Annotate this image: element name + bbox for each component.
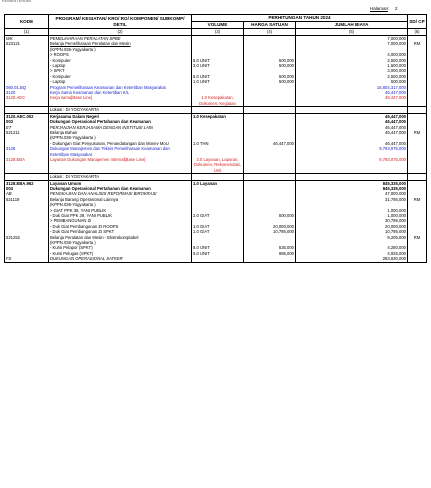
row-harga: 20,000,000 [244, 224, 296, 229]
row-desc: Dukungan Operasional Pertahanan dan Keamanan [49, 186, 192, 191]
table-row [5, 146, 427, 157]
row-desc: DUKUNGAN OPERASIONAL SATKER [49, 256, 192, 262]
row-jumlah: 46,447,000 [296, 130, 408, 135]
row-desc: (KPPN.036-Yogyakarta ) [49, 240, 192, 245]
row-desc: Program Pemeliharaan Keamanan dan Ketertiban Masyarakat [49, 85, 192, 90]
row-desc: Dukungan Operasional Pertahanan dan Keamanan [49, 119, 192, 124]
row-harga [244, 95, 296, 106]
row-jumlah: 845,335,000 [296, 180, 408, 186]
row-jumlah: 30,795,000 [296, 218, 408, 223]
row-harga: 500,000 [244, 58, 296, 63]
row-jumlah: 500,000 [296, 79, 408, 84]
row-desc: Layanan Dukungan Manajemen Internal[Base Line] [49, 157, 192, 174]
row-jumlah: 10,795,000 [296, 229, 408, 234]
row-kode: ET [5, 125, 49, 130]
row-desc: (KPPN.036-Yogyakarta ) [49, 135, 192, 140]
row-harga: 500,000 [244, 79, 296, 84]
row-kode: 521252 [5, 235, 49, 240]
row-jumlah: 1,000,000 [296, 208, 408, 213]
row-jumlah: 9,793,075,000 [296, 146, 408, 157]
row-kode: 521119 [5, 197, 49, 202]
row-volume: 8.0 UNIT [192, 245, 244, 250]
row-volume: 2.0 Layanan, Laporan, Dokumen, Rekomendasi, Unit [192, 157, 244, 174]
row-sdcp [408, 256, 427, 262]
row-kode: 003 [5, 119, 49, 124]
row-desc: > ROOPS [49, 52, 192, 57]
row-desc: - Kursi Pelugas (SPKT) [49, 251, 192, 256]
row-sdcp [408, 157, 427, 174]
row-kode: 3120.AEC [5, 95, 49, 106]
col-harga: HARGA SATUAN [244, 22, 296, 29]
row-desc: - Duk Giat Pembangunan ZI SPKT [49, 229, 192, 234]
row-desc: PERJANJIAN KERJASAMA DENGAN INSTITUSI LAIN [49, 125, 192, 130]
row-volume: 5.0 UNIT [192, 251, 244, 256]
row-kode: WK [5, 36, 49, 42]
row-desc: Kerja Sama Keamanan dan Ketertiban K/L [49, 90, 192, 95]
row-desc: > SPKT [49, 68, 192, 73]
row-kode: 3120.AEC.002 [5, 113, 49, 119]
row-jumlah: 9,205,000 [296, 235, 408, 240]
col-sdcp: SD/ CP [408, 15, 427, 29]
row-kode: 3128.EBA.962 [5, 180, 49, 186]
page-number-label: Halaman [370, 6, 389, 11]
row-desc: Belanja Barang Operasional Lainnya [49, 197, 192, 202]
col-perhitungan: PERHITUNGAN TAHUN 2024 [192, 15, 408, 22]
row-volume: 1.0 Layanan [192, 180, 244, 186]
row-desc: Layanan Umum [49, 180, 192, 186]
row-kode: 523121 [5, 41, 49, 46]
row-jumlah: 46,447,000 [296, 125, 408, 130]
col-volume: VOLUME [192, 22, 244, 29]
table-body [5, 36, 427, 263]
row-harga [244, 256, 296, 262]
row-jumlah: 20,000,000 [296, 224, 408, 229]
top-left-text: KEMENTERIAN [2, 0, 31, 3]
row-jumlah: 1,500,000 [296, 63, 408, 68]
row-desc: Belanja Bahan [49, 130, 192, 135]
row-volume [192, 146, 244, 157]
row-sdcp [408, 95, 427, 106]
row-harga: 500,000 [244, 74, 296, 79]
row-desc: Belanja Peralatan dan Mesin - Ekstrakomptabel [49, 235, 192, 240]
row-jumlah: 2,500,000 [296, 74, 408, 79]
row-kode: 521211 [5, 130, 49, 135]
row-volume: 1.0 Kesepakatan [192, 113, 244, 119]
row-desc: - Duk Giat Pembangunan ZI ROOPS [49, 224, 192, 229]
row-sdcp: RM [408, 130, 427, 135]
row-jumlah: 46,447,000 [296, 90, 408, 95]
row-desc: > GIAT PPK 39, YANI PUBLIK [49, 208, 192, 213]
row-volume: 3.0 UNIT [192, 63, 244, 68]
row-desc: Lokasi : DI YOGYAKARTA [49, 107, 192, 113]
table-row [5, 95, 427, 106]
row-desc: Belanja Pemeliharaan Peralatan dan Mesin [49, 41, 192, 46]
row-volume: 1.0 UNIT [192, 79, 244, 84]
row-jumlah: 7,000,000 [296, 36, 408, 42]
row-harga: 535,000 [244, 245, 296, 250]
row-harga [244, 146, 296, 157]
row-jumlah: 9,793,075,000 [296, 157, 408, 174]
row-harga: 500,000 [244, 213, 296, 218]
row-kode: 3128.EBA [5, 157, 49, 174]
row-desc: (KPPN.036-Yogyakarta ) [49, 47, 192, 52]
row-jumlah: 15,804,317,000 [296, 85, 408, 90]
col-num-2: (2) [49, 29, 192, 36]
row-desc: Lokasi : DI YOGYAKARTA [49, 174, 192, 180]
row-jumlah: 46,447,000 [296, 95, 408, 106]
top-strip [0, 0, 431, 5]
table-row [5, 256, 427, 262]
row-kode: FS [5, 256, 49, 262]
row-sdcp [408, 146, 427, 157]
row-desc: - Laptop [49, 63, 192, 68]
table-row [5, 157, 427, 174]
row-kode: 3128 [5, 146, 49, 157]
page-number-value: 2 [395, 6, 398, 11]
row-harga: 985,000 [244, 251, 296, 256]
row-jumlah: 46,447,000 [296, 141, 408, 146]
col-num-3: (3) [192, 29, 244, 36]
col-kode: KODE [5, 15, 49, 29]
row-jumlah: 31,795,000 [296, 197, 408, 202]
row-desc: Dukungan Manajemen dan Teknis Pemeliharaan Keamanan dan Ketertiban Masyarakat [49, 146, 192, 157]
row-desc: (KPPN.036-Yogyakarta ) [49, 202, 192, 207]
col-jumlah: JUMLAH BIAYA [296, 22, 408, 29]
row-jumlah: 47,000,000 [296, 191, 408, 196]
col-num-1: (1) [5, 29, 49, 36]
row-jumlah: 4,925,000 [296, 251, 408, 256]
row-jumlah: 283,630,000 [296, 256, 408, 262]
row-jumlah: 46,447,000 [296, 113, 408, 119]
row-desc: - Komputer [49, 74, 192, 79]
row-desc: PENGKAJIAN DAN ANALISIS REFORMASI BIROKRASI [49, 191, 192, 196]
col-num-6: (6) [408, 29, 427, 36]
row-jumlah: 46,447,000 [296, 119, 408, 124]
row-kode: AB [5, 191, 49, 196]
row-volume: 2.0 GIAT [192, 213, 244, 218]
row-kode: 060.01.BQ [5, 85, 49, 90]
row-desc: - Dukungan Giat Penyusunan, Penandatangan dan Monev MoU [49, 141, 192, 146]
row-desc: PEMELIHARAAN PERALATAN SPBE [49, 36, 192, 42]
row-kode: 3120 [5, 90, 49, 95]
row-jumlah: 845,335,000 [296, 186, 408, 191]
row-jumlah: 1,000,000 [296, 213, 408, 218]
row-desc: Kerja sama[Base Line] [49, 95, 192, 106]
row-volume: 1.0 THN [192, 141, 244, 146]
row-harga: 46,447,000 [244, 141, 296, 146]
row-sdcp: RM [408, 197, 427, 202]
page-number: Halaman: 2 [370, 6, 398, 11]
row-kode: 003 [5, 186, 49, 191]
row-desc: - Laptop [49, 79, 192, 84]
col-num-5: (5) [296, 29, 408, 36]
col-num-4: (4) [244, 29, 296, 36]
row-jumlah: 3,000,000 [296, 68, 408, 73]
row-volume: 1.0 GIAT [192, 224, 244, 229]
row-desc: - Kursi Pelapor (SPKT) [49, 245, 192, 250]
col-program: PROGRAM/ KEGIATAN/ KRO/ RO/ KOMPONEN/ SUBKOMP/ DETIL [49, 15, 192, 29]
row-volume: 5.0 UNIT [192, 74, 244, 79]
budget-table [4, 14, 427, 263]
row-jumlah: 2,500,000 [296, 58, 408, 63]
row-jumlah: 7,000,000 [296, 41, 408, 46]
row-sdcp: RM [408, 235, 427, 240]
row-volume: 1.0 Kesepakatan, Dokumen, Kegiatan [192, 95, 244, 106]
row-volume: 5.0 UNIT [192, 58, 244, 63]
row-sdcp: RM [408, 41, 427, 46]
row-harga [244, 157, 296, 174]
row-volume: 1.0 GIAT [192, 229, 244, 234]
row-jumlah: 4,000,000 [296, 52, 408, 57]
row-jumlah: 4,280,000 [296, 245, 408, 250]
row-desc: > PEMBANGUNAN ZI [49, 218, 192, 223]
row-desc: - Duk Giat PPK 39, YANI PUBLIK [49, 213, 192, 218]
row-harga: 500,000 [244, 63, 296, 68]
row-harga: 10,795,000 [244, 229, 296, 234]
row-volume [192, 256, 244, 262]
row-desc: Kerjasama Dalam Negeri [49, 113, 192, 119]
row-desc: - Komputer [49, 58, 192, 63]
